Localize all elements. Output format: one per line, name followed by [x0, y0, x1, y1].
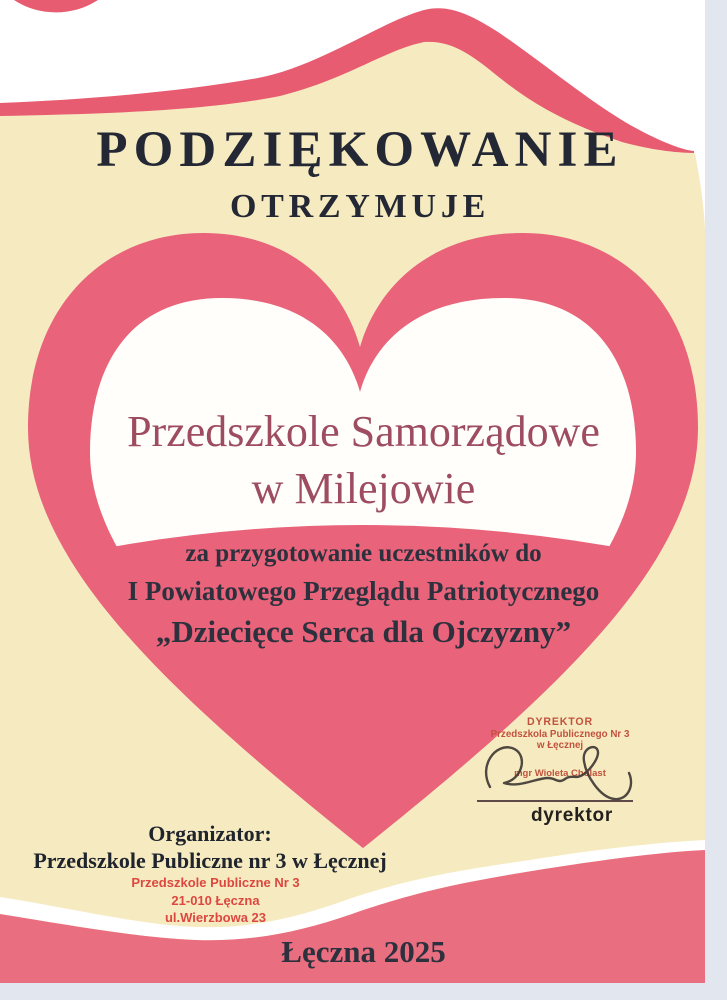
- reason-line-2: I Powiatowego Przeglądu Patriotycznego: [127, 576, 600, 606]
- organizer-stamp-line-3: ul.Wierzbowa 23: [164, 910, 267, 925]
- organizer-stamp-line-1: Przedszkole Publiczne Nr 3: [131, 875, 300, 890]
- director-signature: [468, 733, 658, 811]
- organizer-heading: Organizator:: [148, 821, 272, 846]
- footer-date: Łęczna 2025: [281, 934, 446, 969]
- reason-line-3: „Dziecięce Serca dla Ojczyzny”: [155, 614, 572, 649]
- certificate-title: PODZIĘKOWANIE: [96, 122, 624, 178]
- scan-edge-bottom: [0, 983, 727, 1000]
- director-stamp-line-3: w Łęcznej: [536, 740, 584, 751]
- certificate-subtitle: OTRZYMUJE: [229, 188, 491, 225]
- award-reason: [0, 536, 727, 654]
- recipient-name: [0, 403, 727, 517]
- signature-stroke: [486, 747, 631, 799]
- recipient-line-2: w Milejowie: [251, 464, 476, 513]
- organizer-stamp: [18, 874, 413, 927]
- organizer-name: Przedszkole Publiczne nr 3 w Łęcznej: [33, 848, 387, 873]
- director-stamp-line-2: Przedszkola Publicznego Nr 3: [490, 728, 630, 740]
- organizer-stamp-line-2: 21-010 Łęczna: [171, 892, 260, 908]
- reason-line-1: za przygotowanie uczestników do: [185, 540, 542, 567]
- director-stamp-name: mgr Wioleta Cholast: [514, 768, 606, 779]
- organizer-block: [5, 820, 415, 874]
- signature-caption: dyrektor: [530, 805, 614, 826]
- recipient-line-1: Przedszkole Samorządowe: [127, 407, 600, 456]
- director-stamp-line-1: DYREKTOR: [526, 716, 594, 728]
